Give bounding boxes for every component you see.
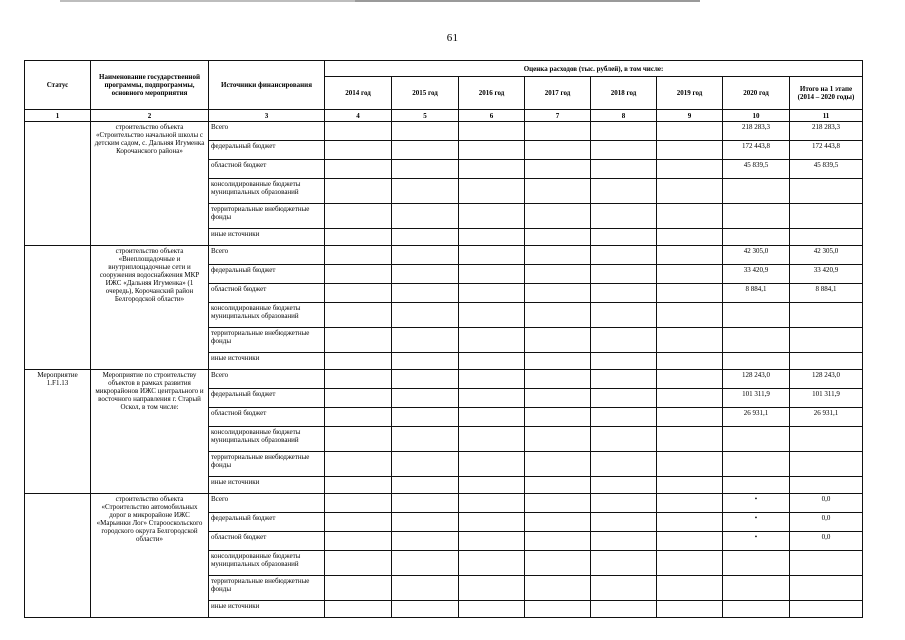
header-year-total: Итого на 1 этапе (2014 – 2020 годы) <box>790 77 863 110</box>
year-value-cell <box>591 328 657 353</box>
year-value-cell <box>325 532 392 551</box>
year-value-cell <box>591 303 657 328</box>
year-value-cell <box>392 122 459 141</box>
year-value-cell <box>525 576 591 601</box>
year-value-cell <box>591 284 657 303</box>
table-row <box>25 370 863 389</box>
header-year: 2016 год <box>459 77 525 110</box>
year-value-cell <box>591 494 657 513</box>
column-number: 5 <box>392 110 459 122</box>
year-value-cell <box>525 513 591 532</box>
year-value-cell <box>591 229 657 246</box>
year-value-cell <box>459 494 525 513</box>
year-value-cell <box>525 303 591 328</box>
year-value-cell <box>657 494 723 513</box>
year-value-cell <box>392 427 459 452</box>
year-value-cell <box>657 513 723 532</box>
year-value-cell <box>657 284 723 303</box>
funding-source-cell: иные источники <box>209 601 325 618</box>
funding-source-cell: областной бюджет <box>209 284 325 303</box>
year-value-cell <box>657 229 723 246</box>
year-value-cell <box>525 328 591 353</box>
year-value-cell <box>525 452 591 477</box>
funding-source-cell: Всего <box>209 370 325 389</box>
year-value-cell <box>325 370 392 389</box>
year-value-cell <box>459 246 525 265</box>
year-value-cell <box>657 477 723 494</box>
value-2020-cell: 42 305,0 <box>723 246 790 265</box>
funding-source-cell: территориальные внебюджетные фонды <box>209 328 325 353</box>
year-value-cell <box>591 122 657 141</box>
column-number: 8 <box>591 110 657 122</box>
year-value-cell <box>459 477 525 494</box>
year-value-cell <box>525 494 591 513</box>
column-number: 6 <box>459 110 525 122</box>
funding-source-cell: территориальные внебюджетные фонды <box>209 452 325 477</box>
year-value-cell <box>325 494 392 513</box>
year-value-cell <box>325 408 392 427</box>
total-value-cell: 45 839,5 <box>790 160 863 179</box>
funding-source-cell: Всего <box>209 122 325 141</box>
total-value-cell: 0,0 <box>790 513 863 532</box>
year-value-cell <box>591 477 657 494</box>
total-value-cell: 26 931,1 <box>790 408 863 427</box>
value-2020-cell: 101 311,9 <box>723 389 790 408</box>
year-value-cell <box>459 160 525 179</box>
funding-source-cell: областной бюджет <box>209 532 325 551</box>
total-value-cell: 42 305,0 <box>790 246 863 265</box>
year-value-cell <box>459 513 525 532</box>
year-value-cell <box>459 179 525 204</box>
year-value-cell <box>392 532 459 551</box>
year-value-cell <box>459 576 525 601</box>
total-value-cell <box>790 601 863 618</box>
year-value-cell <box>325 160 392 179</box>
header-estimate: Оценка расходов (тыс. рублей), в том числе: <box>325 61 863 77</box>
year-value-cell <box>591 265 657 284</box>
page-number: 61 <box>446 32 459 44</box>
year-value-cell <box>657 141 723 160</box>
table-body <box>25 122 863 618</box>
year-value-cell <box>325 229 392 246</box>
column-number: 4 <box>325 110 392 122</box>
table-row <box>25 122 863 141</box>
total-value-cell <box>790 576 863 601</box>
year-value-cell <box>657 328 723 353</box>
status-cell <box>25 246 91 370</box>
year-value-cell <box>392 284 459 303</box>
year-value-cell <box>591 452 657 477</box>
year-value-cell <box>459 229 525 246</box>
year-value-cell <box>591 204 657 229</box>
column-number: 9 <box>657 110 723 122</box>
total-value-cell <box>790 452 863 477</box>
status-cell: Мероприятие 1.F1.13 <box>25 370 91 494</box>
year-value-cell <box>392 370 459 389</box>
total-value-cell <box>790 303 863 328</box>
column-number: 2 <box>91 110 209 122</box>
status-cell <box>25 494 91 618</box>
year-value-cell <box>591 408 657 427</box>
total-value-cell: 33 420,9 <box>790 265 863 284</box>
year-value-cell <box>591 532 657 551</box>
year-value-cell <box>459 370 525 389</box>
year-value-cell <box>591 246 657 265</box>
funding-source-cell: Всего <box>209 494 325 513</box>
year-value-cell <box>657 265 723 284</box>
funding-source-cell: консолидированные бюджеты муниципальных образований <box>209 179 325 204</box>
year-value-cell <box>657 204 723 229</box>
status-cell <box>25 122 91 246</box>
year-value-cell <box>459 141 525 160</box>
year-value-cell <box>657 427 723 452</box>
value-2020-cell <box>723 353 790 370</box>
year-value-cell <box>325 265 392 284</box>
value-2020-cell: 8 884,1 <box>723 284 790 303</box>
program-name-cell: Мероприятие по строительству объектов в рамках развития микрорайонов ИЖС центрального и восточного направления г. Старый Оскол, в том числе: <box>91 370 209 494</box>
year-value-cell <box>591 551 657 576</box>
funding-source-cell: федеральный бюджет <box>209 265 325 284</box>
funding-source-cell: областной бюджет <box>209 160 325 179</box>
year-value-cell <box>392 303 459 328</box>
year-value-cell <box>392 141 459 160</box>
year-value-cell <box>325 122 392 141</box>
column-number: 10 <box>723 110 790 122</box>
year-value-cell <box>325 284 392 303</box>
total-value-cell: 128 243,0 <box>790 370 863 389</box>
program-name-cell: строительство объекта «Строительство автомобильных дорог в микрорайоне ИЖС «Марьинки Лог» Старооскольского городского округа Белгородской области» <box>91 494 209 618</box>
funding-source-cell: территориальные внебюджетные фонды <box>209 576 325 601</box>
year-value-cell <box>657 551 723 576</box>
year-value-cell <box>525 353 591 370</box>
year-value-cell <box>657 389 723 408</box>
year-value-cell <box>392 477 459 494</box>
year-value-cell <box>459 204 525 229</box>
value-2020-cell: 45 839,5 <box>723 160 790 179</box>
funding-source-cell: территориальные внебюджетные фонды <box>209 204 325 229</box>
year-value-cell <box>459 427 525 452</box>
header-year: 2014 год <box>325 77 392 110</box>
year-value-cell <box>392 452 459 477</box>
value-2020-cell <box>723 477 790 494</box>
scan-edge-line-2 <box>355 0 700 2</box>
year-value-cell <box>525 284 591 303</box>
column-number: 7 <box>525 110 591 122</box>
year-value-cell <box>657 160 723 179</box>
year-value-cell <box>325 246 392 265</box>
year-value-cell <box>525 179 591 204</box>
year-value-cell <box>525 122 591 141</box>
year-value-cell <box>459 353 525 370</box>
year-value-cell <box>525 477 591 494</box>
year-value-cell <box>392 601 459 618</box>
year-value-cell <box>591 179 657 204</box>
value-2020-cell: • <box>723 494 790 513</box>
year-value-cell <box>525 427 591 452</box>
year-value-cell <box>459 452 525 477</box>
program-name-cell: строительство объекта «Внеплощадочные и внутриплощадочные сети и сооружения водоснабжения МКР ИЖС «Дальняя Игуменка» (1 очередь), Корочанский район Белгородской области» <box>91 246 209 370</box>
total-value-cell: 8 884,1 <box>790 284 863 303</box>
funding-source-cell: иные источники <box>209 477 325 494</box>
year-value-cell <box>525 532 591 551</box>
funding-source-cell: иные источники <box>209 229 325 246</box>
value-2020-cell <box>723 601 790 618</box>
header-name: Наименование государственной программы, подпрограммы, основного мероприятия <box>91 61 209 110</box>
column-number: 11 <box>790 110 863 122</box>
year-value-cell <box>657 576 723 601</box>
year-value-cell <box>591 427 657 452</box>
year-value-cell <box>657 452 723 477</box>
value-2020-cell <box>723 551 790 576</box>
year-value-cell <box>459 389 525 408</box>
year-value-cell <box>525 551 591 576</box>
value-2020-cell: 26 931,1 <box>723 408 790 427</box>
year-value-cell <box>325 601 392 618</box>
year-value-cell <box>591 389 657 408</box>
year-value-cell <box>657 370 723 389</box>
year-value-cell <box>525 246 591 265</box>
total-value-cell <box>790 328 863 353</box>
total-value-cell: 0,0 <box>790 494 863 513</box>
program-name-cell: строительство объекта «Строительство начальной школы с детским садом, с. Дальняя Игуменка Корочанского района» <box>91 122 209 246</box>
year-value-cell <box>392 408 459 427</box>
year-value-cell <box>325 477 392 494</box>
year-value-cell <box>392 328 459 353</box>
year-value-cell <box>525 141 591 160</box>
year-value-cell <box>591 141 657 160</box>
year-value-cell <box>657 532 723 551</box>
year-value-cell <box>591 160 657 179</box>
year-value-cell <box>657 601 723 618</box>
value-2020-cell: 218 283,3 <box>723 122 790 141</box>
funding-source-cell: консолидированные бюджеты муниципальных образований <box>209 427 325 452</box>
year-value-cell <box>657 122 723 141</box>
year-value-cell <box>591 353 657 370</box>
funding-source-cell: областной бюджет <box>209 408 325 427</box>
year-value-cell <box>325 204 392 229</box>
budget-table <box>24 60 863 618</box>
funding-source-cell: федеральный бюджет <box>209 389 325 408</box>
value-2020-cell <box>723 179 790 204</box>
year-value-cell <box>325 452 392 477</box>
table-row <box>25 494 863 513</box>
value-2020-cell <box>723 427 790 452</box>
year-value-cell <box>459 122 525 141</box>
year-value-cell <box>525 204 591 229</box>
table-row <box>25 246 863 265</box>
year-value-cell <box>459 532 525 551</box>
year-value-cell <box>657 246 723 265</box>
year-value-cell <box>325 303 392 328</box>
year-value-cell <box>525 370 591 389</box>
header-year: 2015 год <box>392 77 459 110</box>
funding-source-cell: Всего <box>209 246 325 265</box>
header-year: 2020 год <box>723 77 790 110</box>
year-value-cell <box>591 576 657 601</box>
year-value-cell <box>657 303 723 328</box>
value-2020-cell: • <box>723 532 790 551</box>
value-2020-cell <box>723 204 790 229</box>
funding-source-cell: консолидированные бюджеты муниципальных образований <box>209 303 325 328</box>
year-value-cell <box>392 265 459 284</box>
year-value-cell <box>392 494 459 513</box>
year-value-cell <box>459 303 525 328</box>
total-value-cell <box>790 477 863 494</box>
total-value-cell <box>790 204 863 229</box>
value-2020-cell <box>723 229 790 246</box>
funding-source-cell: консолидированные бюджеты муниципальных образований <box>209 551 325 576</box>
year-value-cell <box>459 328 525 353</box>
year-value-cell <box>591 601 657 618</box>
year-value-cell <box>392 246 459 265</box>
year-value-cell <box>325 389 392 408</box>
year-value-cell <box>325 353 392 370</box>
value-2020-cell: 172 443,8 <box>723 141 790 160</box>
year-value-cell <box>392 204 459 229</box>
year-value-cell <box>459 601 525 618</box>
year-value-cell <box>392 389 459 408</box>
value-2020-cell: 128 243,0 <box>723 370 790 389</box>
year-value-cell <box>325 513 392 532</box>
year-value-cell <box>525 265 591 284</box>
total-value-cell: 218 283,3 <box>790 122 863 141</box>
funding-source-cell: федеральный бюджет <box>209 141 325 160</box>
year-value-cell <box>591 370 657 389</box>
year-value-cell <box>392 160 459 179</box>
year-value-cell <box>657 353 723 370</box>
year-value-cell <box>325 141 392 160</box>
year-value-cell <box>525 229 591 246</box>
year-value-cell <box>325 576 392 601</box>
year-value-cell <box>657 408 723 427</box>
header-year: 2017 год <box>525 77 591 110</box>
header-year: 2019 год <box>657 77 723 110</box>
header-year: 2018 год <box>591 77 657 110</box>
total-value-cell <box>790 179 863 204</box>
year-value-cell <box>459 551 525 576</box>
year-value-cell <box>525 601 591 618</box>
column-number: 3 <box>209 110 325 122</box>
value-2020-cell: 33 420,9 <box>723 265 790 284</box>
year-value-cell <box>392 229 459 246</box>
column-number: 1 <box>25 110 91 122</box>
year-value-cell <box>325 328 392 353</box>
total-value-cell <box>790 353 863 370</box>
year-value-cell <box>392 551 459 576</box>
year-value-cell <box>325 427 392 452</box>
header-source: Источники финансирования <box>209 61 325 110</box>
year-value-cell <box>657 179 723 204</box>
year-value-cell <box>325 551 392 576</box>
year-value-cell <box>392 179 459 204</box>
value-2020-cell <box>723 452 790 477</box>
total-value-cell: 0,0 <box>790 532 863 551</box>
year-value-cell <box>459 265 525 284</box>
year-value-cell <box>459 408 525 427</box>
value-2020-cell <box>723 303 790 328</box>
header-status: Статус <box>25 61 91 110</box>
funding-source-cell: федеральный бюджет <box>209 513 325 532</box>
total-value-cell: 101 311,9 <box>790 389 863 408</box>
value-2020-cell: • <box>723 513 790 532</box>
year-value-cell <box>325 179 392 204</box>
year-value-cell <box>392 576 459 601</box>
total-value-cell <box>790 229 863 246</box>
year-value-cell <box>392 513 459 532</box>
total-value-cell <box>790 551 863 576</box>
year-value-cell <box>459 284 525 303</box>
year-value-cell <box>525 389 591 408</box>
year-value-cell <box>591 513 657 532</box>
value-2020-cell <box>723 328 790 353</box>
year-value-cell <box>525 408 591 427</box>
year-value-cell <box>525 160 591 179</box>
value-2020-cell <box>723 576 790 601</box>
funding-source-cell: иные источники <box>209 353 325 370</box>
total-value-cell: 172 443,8 <box>790 141 863 160</box>
year-value-cell <box>392 353 459 370</box>
total-value-cell <box>790 427 863 452</box>
